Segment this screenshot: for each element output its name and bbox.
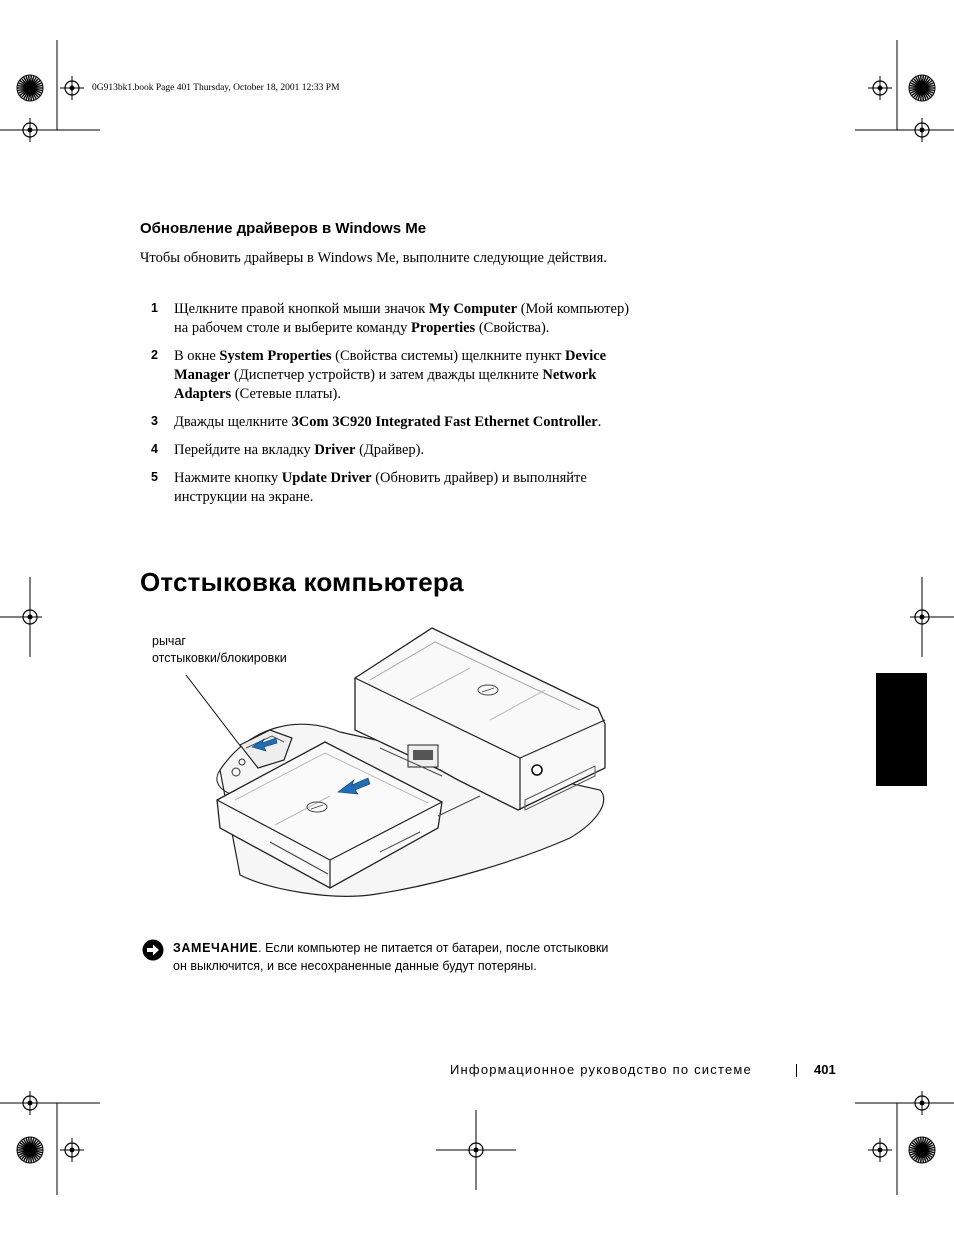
- notice-arrow-icon: [142, 939, 164, 961]
- step-text-run: (Мой компьютер) на рабочем столе и выберите команду: [174, 301, 630, 336]
- section-thumb-tab: [876, 673, 927, 786]
- footer-guide-title: Информационное руководство по системе: [450, 1062, 752, 1077]
- step-text: [174, 413, 640, 432]
- steps-list: [140, 300, 640, 516]
- step-text-run: (Драйвер).: [355, 442, 425, 458]
- step-text-run: Нажмите кнопку: [174, 470, 282, 486]
- step-item: [140, 469, 640, 507]
- step-text-run: System Properties: [219, 348, 332, 364]
- step-number: 5: [151, 470, 158, 484]
- step-text-run: Дважды щелкните: [174, 414, 292, 430]
- step-text: [174, 300, 640, 338]
- step-text-run: Network Adapters: [174, 367, 597, 402]
- notice-body: Если компьютер не питается от батареи, после отстыковки он выключится, и все несохраненные данные будут потеряны.: [173, 941, 609, 973]
- registration-dot: [878, 1148, 883, 1153]
- step-text: [174, 469, 640, 507]
- step-text-run: My Computer: [428, 301, 518, 317]
- step-text-run: Device Manager: [174, 348, 607, 383]
- footer-separator: [796, 1064, 797, 1077]
- notice-label: ЗАМЕЧАНИЕ: [173, 941, 259, 955]
- undock-heading: Отстыковка компьютера: [140, 567, 464, 597]
- notice-paragraph: ЗАМЕЧАНИЕ. Если компьютер не питается от батареи, после отстыковки он выключится, и все несохраненные данные будут потеряны.: [173, 941, 609, 973]
- undock-lever-callout: [152, 633, 287, 667]
- step-number: 4: [151, 442, 158, 456]
- step-item: [140, 300, 640, 338]
- step-text: [174, 441, 640, 460]
- step-text-run: (Обновить драйвер) и выполняйте инструкции на экране.: [174, 470, 587, 505]
- step-text-run: (Свойства системы) щелкните пункт: [331, 348, 566, 364]
- page-number: 401: [814, 1062, 836, 1077]
- registration-dot: [70, 86, 75, 91]
- step-text-run: В окне: [174, 348, 220, 364]
- intro-paragraph: Чтобы обновить драйверы в Windows Me, выполните следующие действия.: [140, 250, 607, 266]
- step-number: 2: [151, 348, 158, 362]
- book-header-line: 0G913bk1.book Page 401 Thursday, October 18, 2001 12:33 PM: [92, 83, 340, 93]
- step-text-run: Перейдите на вкладку: [174, 442, 315, 458]
- step-item: [140, 347, 640, 404]
- step-text-run: Properties: [411, 320, 476, 336]
- callout-line: рычаг: [152, 634, 186, 648]
- step-item: [140, 441, 640, 460]
- step-text-run: (Сетевые платы).: [231, 386, 341, 402]
- step-text-run: .: [597, 414, 602, 430]
- step-text-run: (Свойства).: [475, 320, 550, 336]
- step-text-run: Driver: [314, 442, 356, 458]
- registration-dot: [70, 1148, 75, 1153]
- callout-line: отстыковки/блокировки: [152, 651, 287, 665]
- registration-dot: [878, 86, 883, 91]
- step-text-run: 3Com 3C920 Integrated Fast Ethernet Controller: [291, 414, 598, 430]
- section-heading: Обновление драйверов в Windows Me: [140, 220, 427, 237]
- step-number: 3: [151, 414, 158, 428]
- step-text-run: Update Driver: [281, 470, 372, 486]
- step-item: [140, 413, 640, 432]
- step-text: [174, 347, 640, 404]
- step-text-run: Щелкните правой кнопкой мыши значок: [174, 301, 429, 317]
- step-number: 1: [151, 301, 158, 315]
- step-text-run: (Диспетчер устройств) и затем дважды щелкните: [230, 367, 543, 383]
